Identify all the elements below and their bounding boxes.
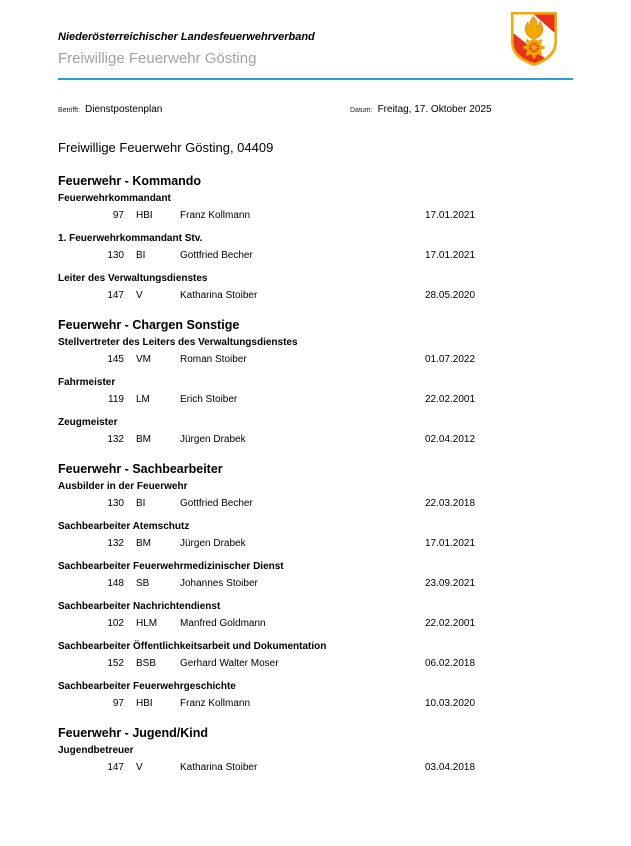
entry-row	[58, 497, 573, 510]
entry-name: Katharina Stoiber	[180, 290, 258, 301]
fire-brigade-crest-logo	[510, 10, 558, 67]
entry-rank: HLM	[136, 618, 158, 629]
role-title: Zeugmeister	[58, 417, 118, 428]
entry-date: 17.01.2021	[425, 538, 476, 549]
entry-number: 130	[107, 250, 124, 261]
entry-number: 130	[107, 498, 124, 509]
entry-name: Jürgen Drabek	[180, 434, 246, 445]
entry-date: 17.01.2021	[425, 250, 476, 261]
role-title: Sachbearbeiter Nachrichtendienst	[58, 601, 221, 612]
entry-row	[58, 537, 573, 550]
section-kommando	[58, 174, 573, 302]
entry-name: Gottfried Becher	[180, 498, 253, 509]
entry-rank: SB	[136, 578, 150, 589]
role-block	[58, 480, 573, 510]
role-title: Sachbearbeiter Feuerwehrgeschichte	[58, 681, 236, 692]
entry-date: 22.03.2018	[425, 498, 476, 509]
role-block	[58, 192, 573, 222]
entry-number: 132	[107, 538, 124, 549]
datum-value: Freitag, 17. Oktober 2025	[377, 104, 492, 115]
entry-date: 01.07.2022	[425, 354, 476, 365]
entry-name: Roman Stoiber	[180, 354, 247, 365]
sections	[58, 174, 573, 774]
role-block	[58, 232, 573, 262]
datum-label: Datum:	[350, 107, 373, 114]
entry-rank: BI	[136, 250, 146, 261]
role-block	[58, 416, 573, 446]
role-block	[58, 680, 573, 710]
role-block	[58, 560, 573, 590]
section-heading: Feuerwehr - Chargen Sonstige	[58, 318, 240, 332]
section-jugend-kind	[58, 726, 573, 774]
entry-row	[58, 249, 573, 262]
entry-number: 102	[107, 618, 124, 629]
role-title: Leiter des Verwaltungsdienstes	[58, 273, 208, 284]
role-title: 1. Feuerwehrkommandant Stv.	[58, 233, 203, 244]
entry-name: Jürgen Drabek	[180, 538, 246, 549]
entry-rank: LM	[136, 394, 150, 405]
role-block	[58, 376, 573, 406]
entry-name: Erich Stoiber	[180, 394, 238, 405]
entry-number: 147	[107, 762, 124, 773]
entry-row	[58, 657, 573, 670]
org-title: Niederösterreichischer Landesfeuerwehrverband	[58, 31, 315, 43]
entry-rank: HBI	[136, 210, 153, 221]
entry-number: 97	[112, 210, 124, 221]
entry-number: 119	[108, 394, 124, 405]
entry-date: 03.04.2018	[425, 762, 476, 773]
entry-date: 23.09.2021	[425, 578, 476, 589]
entry-name: Katharina Stoiber	[180, 762, 258, 773]
entry-date: 10.03.2020	[425, 698, 476, 709]
betrifft-group	[58, 104, 573, 115]
datum-group	[350, 104, 492, 115]
entry-date: 06.02.2018	[425, 658, 476, 669]
entry-row	[58, 433, 573, 446]
entry-name: Manfred Goldmann	[180, 618, 266, 629]
role-title: Sachbearbeiter Feuerwehrmedizinischer Dienst	[58, 561, 284, 572]
entry-row	[58, 761, 573, 774]
entry-number: 97	[112, 698, 124, 709]
entry-rank: BM	[136, 434, 151, 445]
entry-date: 02.04.2012	[425, 434, 476, 445]
entry-number: 132	[107, 434, 124, 445]
unit-title: Freiwillige Feuerwehr Gösting	[58, 50, 257, 67]
page-title: Freiwillige Feuerwehr Gösting, 04409	[58, 140, 274, 155]
entry-rank: V	[136, 290, 143, 301]
section-sachbearbeiter	[58, 462, 573, 710]
role-title: Sachbearbeiter Atemschutz	[58, 521, 190, 532]
entry-row	[58, 577, 573, 590]
betrifft-value: Dienstpostenplan	[85, 104, 163, 115]
entry-number: 147	[107, 290, 124, 301]
section-chargen-sonstige	[58, 318, 573, 446]
role-block	[58, 600, 573, 630]
entry-row	[58, 697, 573, 710]
entry-row	[58, 289, 573, 302]
entry-name: Franz Kollmann	[180, 698, 251, 709]
entry-rank: VM	[136, 354, 151, 365]
document-header	[58, 0, 573, 80]
section-heading: Feuerwehr - Jugend/Kind	[58, 726, 209, 740]
role-title: Stellvertreter des Leiters des Verwaltungsdienstes	[58, 337, 298, 348]
role-title: Jugendbetreuer	[58, 745, 134, 756]
entry-name: Franz Kollmann	[180, 210, 251, 221]
entry-rank: HBI	[136, 698, 153, 709]
role-title: Sachbearbeiter Öffentlichkeitsarbeit und Dokumentation	[58, 641, 327, 652]
section-heading: Feuerwehr - Sachbearbeiter	[58, 462, 223, 476]
entry-rank: V	[136, 762, 143, 773]
entry-row	[58, 393, 573, 406]
entry-row	[58, 617, 573, 630]
entry-date: 22.02.2001	[425, 618, 476, 629]
entry-row	[58, 353, 573, 366]
meta-row	[58, 104, 573, 118]
role-title: Feuerwehrkommandant	[58, 193, 171, 204]
role-block	[58, 640, 573, 670]
entry-name: Johannes Stoiber	[180, 578, 258, 589]
entry-row	[58, 209, 573, 222]
entry-rank: BM	[136, 538, 151, 549]
role-block	[58, 336, 573, 366]
betrifft-label: Betrifft:	[58, 107, 81, 114]
role-block	[58, 744, 573, 774]
entry-name: Gerhard Walter Moser	[180, 658, 279, 669]
entry-name: Gottfried Becher	[180, 250, 253, 261]
entry-number: 148	[107, 578, 124, 589]
section-heading: Feuerwehr - Kommando	[58, 174, 202, 188]
entry-date: 22.02.2001	[425, 394, 476, 405]
role-title: Fahrmeister	[58, 377, 116, 388]
entry-rank: BSB	[136, 658, 157, 669]
role-title: Ausbilder in der Feuerwehr	[58, 481, 188, 492]
role-block	[58, 520, 573, 550]
entry-date: 17.01.2021	[425, 210, 476, 221]
entry-number: 145	[107, 354, 124, 365]
entry-rank: BI	[136, 498, 146, 509]
role-block	[58, 272, 573, 302]
entry-date: 28.05.2020	[425, 290, 476, 301]
entry-number: 152	[107, 658, 124, 669]
